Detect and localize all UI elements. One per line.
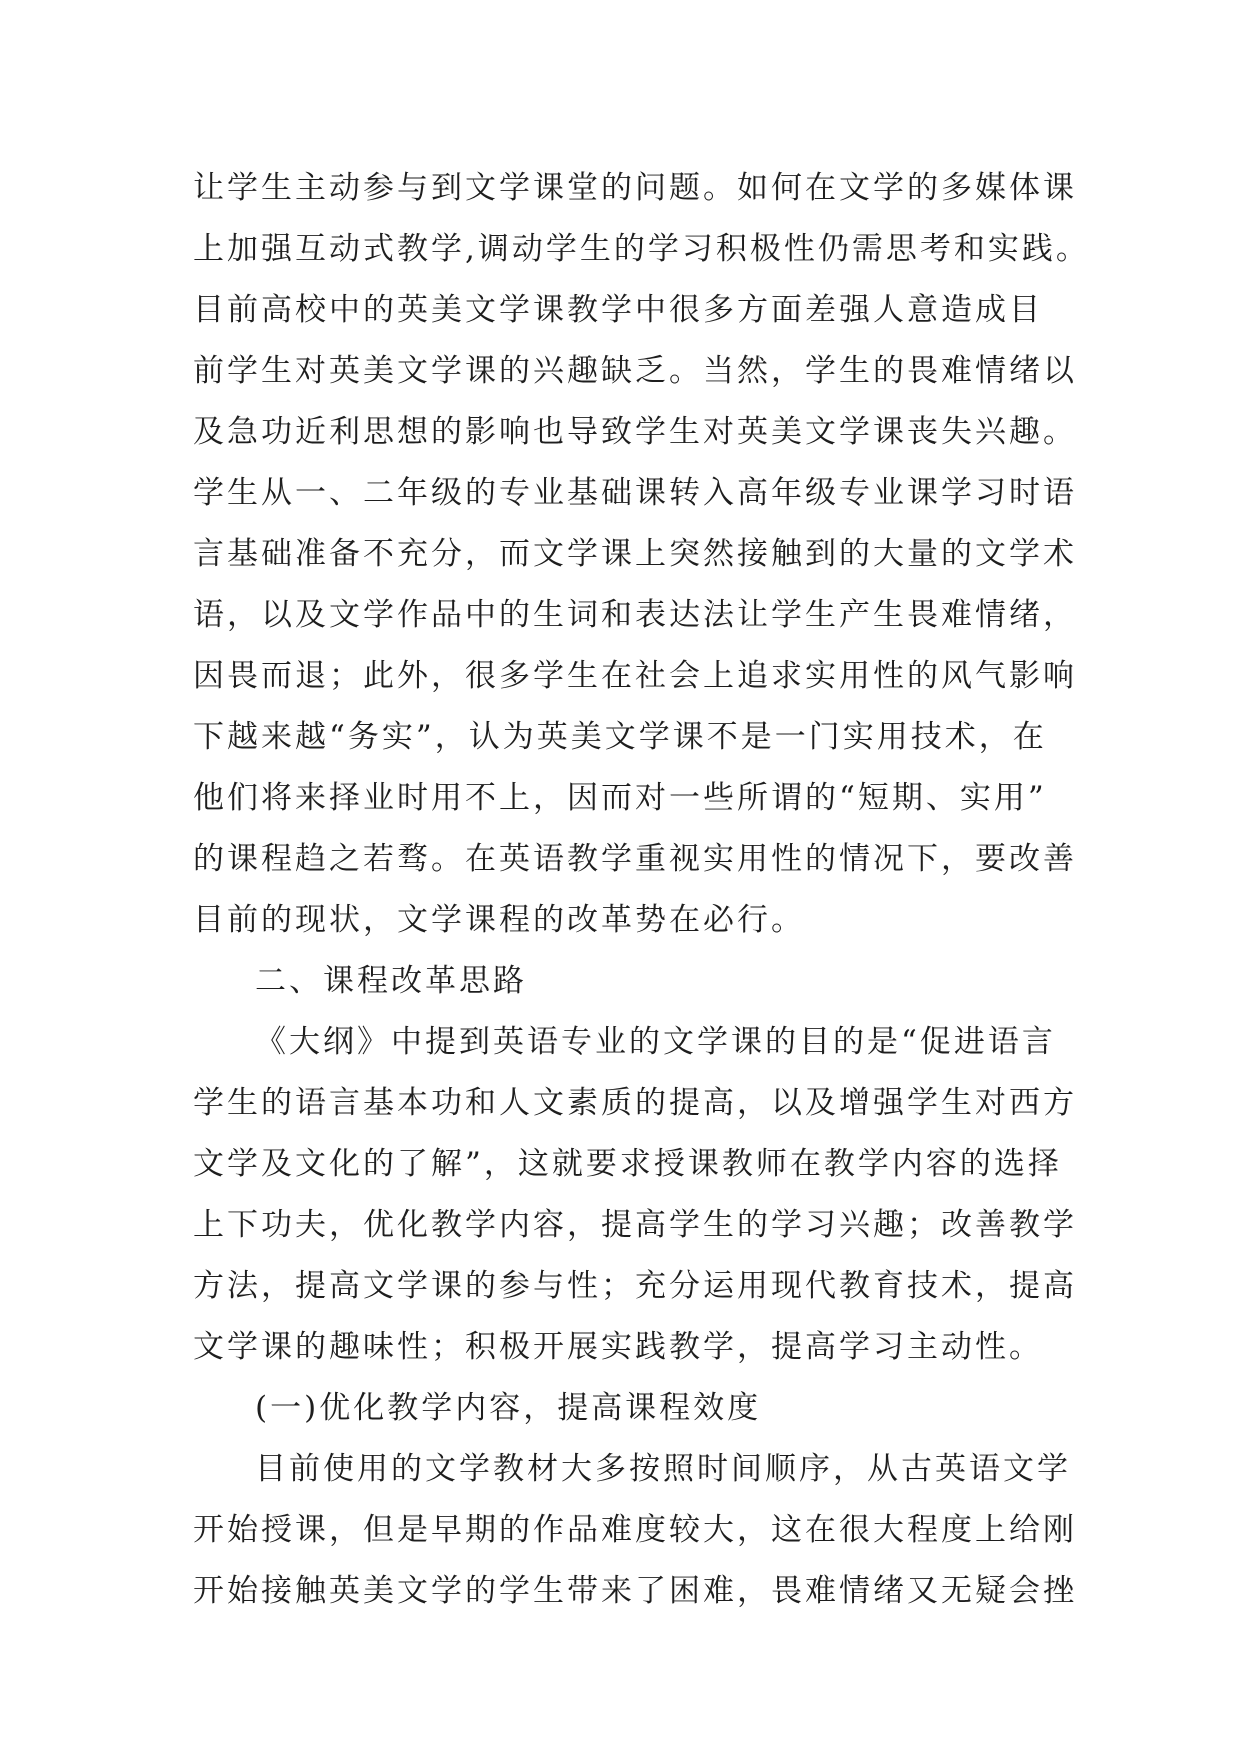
paragraph-start-line: 目前使用的文学教材大多按照时间顺序，从古英语文学 [255, 1451, 1071, 1487]
text-line: 因畏而退；此外，很多学生在社会上追求实用性的风气影响 [193, 658, 1077, 694]
text-line: 目前高校中的英美文学课教学中很多方面差强人意造成目 [193, 292, 1043, 328]
text-line: 开始接触英美文学的学生带来了困难，畏难情绪又无疑会挫 [193, 1573, 1077, 1609]
section-heading: 二、课程改革思路 [255, 963, 527, 999]
subsection-heading: (一)优化教学内容，提高课程效度 [255, 1390, 762, 1426]
text-line: 上下功夫，优化教学内容，提高学生的学习兴趣；改善教学 [193, 1207, 1077, 1243]
text-line: 他们将来择业时用不上，因而对一些所谓的“短期、实用” [193, 780, 1047, 816]
text-line: 学生的语言基本功和人文素质的提高，以及增强学生对西方 [193, 1085, 1077, 1121]
text-line: 言基础准备不充分，而文学课上突然接触到的大量的文学术 [193, 536, 1077, 572]
text-line: 下越来越“务实”，认为英美文学课不是一门实用技术，在 [193, 719, 1047, 755]
text-line: 语，以及文学作品中的生词和表达法让学生产生畏难情绪， [193, 597, 1077, 633]
text-line: 方法，提高文学课的参与性；充分运用现代教育技术，提高 [193, 1268, 1077, 1304]
text-line: 的课程趋之若骛。在英语教学重视实用性的情况下，要改善 [193, 841, 1077, 877]
text-line: 前学生对英美文学课的兴趣缺乏。当然，学生的畏难情绪以 [193, 353, 1077, 389]
text-line: 上加强互动式教学,调动学生的学习积极性仍需思考和实践。 [193, 231, 1090, 267]
paragraph-start-line: 《大纲》中提到英语专业的文学课的目的是“促进语言 [255, 1024, 1056, 1060]
text-line: 文学课的趣味性；积极开展实践教学，提高学习主动性。 [193, 1329, 1043, 1365]
text-line: 文学及文化的了解”，这就要求授课教师在教学内容的选择 [193, 1146, 1062, 1182]
document-body [193, 158, 1090, 1622]
text-line: 学生从一、二年级的专业基础课转入高年级专业课学习时语 [193, 475, 1077, 511]
text-line: 开始授课，但是早期的作品难度较大，这在很大程度上给刚 [193, 1512, 1077, 1548]
text-line: 目前的现状，文学课程的改革势在必行。 [193, 902, 805, 938]
text-line: 让学生主动参与到文学课堂的问题。如何在文学的多媒体课 [193, 170, 1077, 206]
text-line: 及急功近利思想的影响也导致学生对英美文学课丧失兴趣。 [193, 414, 1077, 450]
